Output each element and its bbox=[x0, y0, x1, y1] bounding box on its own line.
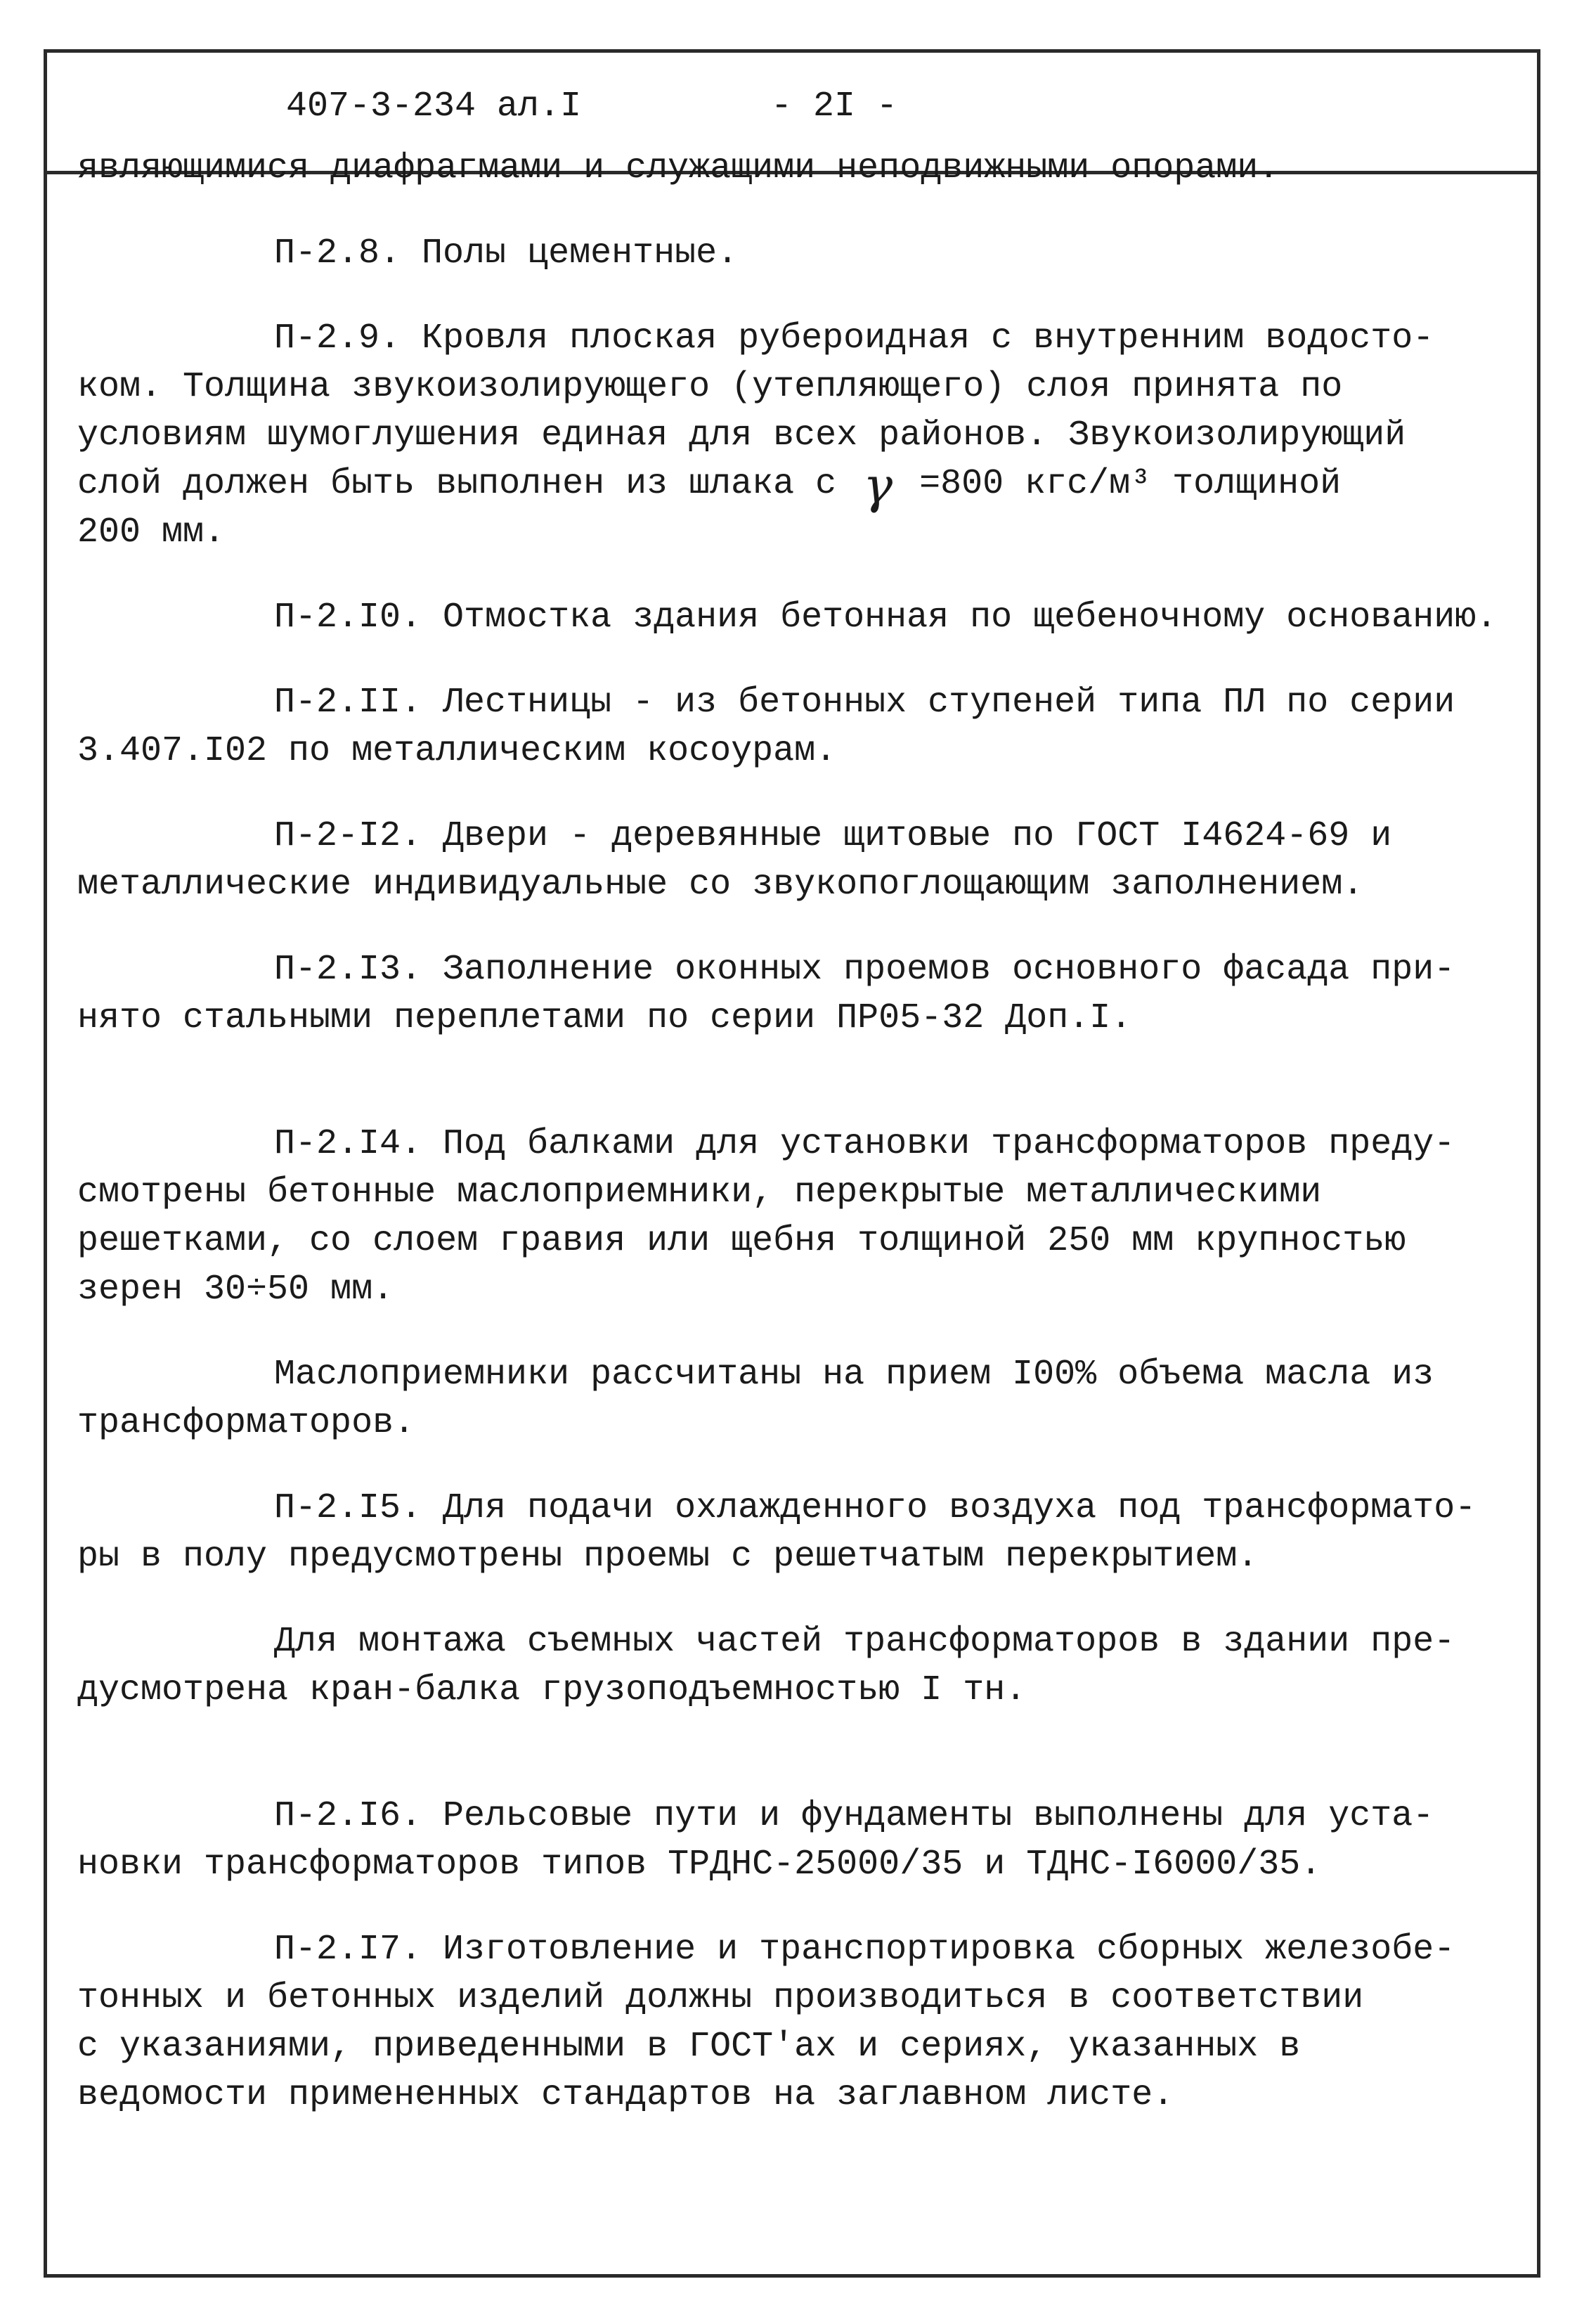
text-line: ры в полу предусмотрены проемы с решетчатым перекрытием. bbox=[77, 1537, 1259, 1577]
paragraph-continuation bbox=[77, 144, 1483, 193]
text-line: П-2.I3. Заполнение оконных проемов основного фасада при- bbox=[274, 950, 1455, 990]
paragraph-oil-receivers bbox=[77, 1350, 1483, 1447]
paragraph-2-16 bbox=[77, 1792, 1483, 1889]
text-line: П-2.I4. Под балками для установки трансформаторов преду- bbox=[274, 1124, 1455, 1164]
paragraph-2-15 bbox=[77, 1484, 1483, 1581]
text-line: П-2-I2. Двери - деревянные щитовые по ГОСТ I4624-69 и bbox=[274, 816, 1392, 856]
paragraph-2-12 bbox=[77, 812, 1483, 909]
paragraph-2-13 bbox=[77, 945, 1483, 1042]
text-fragment: слой должен быть выполнен из шлака с bbox=[77, 464, 837, 504]
text-line: зерен 30÷50 мм. bbox=[77, 1270, 394, 1310]
text-line: П-2.I7. Изготовление и транспортировка сборных железобе- bbox=[274, 1930, 1455, 1970]
text-line: П-2.I6. Рельсовые пути и фундаменты выполнены для уста- bbox=[274, 1796, 1434, 1836]
text-line: П-2.8. Полы цементные. bbox=[274, 233, 739, 273]
text-line: 200 мм. bbox=[77, 512, 226, 553]
paragraph-2-17 bbox=[77, 1925, 1483, 2119]
paragraph-crane-beam bbox=[77, 1618, 1483, 1715]
gamma-symbol: γ bbox=[863, 457, 893, 515]
text-line: трансформаторов. bbox=[77, 1403, 415, 1443]
paragraph-2-14 bbox=[77, 1120, 1483, 1314]
paragraph-2-8 bbox=[77, 229, 1483, 278]
text-line: Маслоприемники рассчитаны на прием I00% объема масла из bbox=[274, 1355, 1434, 1395]
text-line: Для монтажа съемных частей трансформаторов в здании пре- bbox=[274, 1622, 1455, 1662]
text-line: 3.407.I02 по металлическим косоурам. bbox=[77, 731, 837, 771]
text-line: смотрены бетонные маслоприемники, перекрытые металлическими bbox=[77, 1173, 1322, 1213]
document-body bbox=[77, 144, 1498, 2156]
paragraph-2-10 bbox=[77, 593, 1498, 642]
text-line: ком. Толщина звукоизолирующего (утепляющего) слоя принята по bbox=[77, 367, 1343, 407]
text-line: тонных и бетонных изделий должны производиться в соответствии bbox=[77, 1978, 1364, 2018]
text-line: П-2.I0. Отмостка здания бетонная по щебеночному основанию. bbox=[274, 598, 1498, 638]
text-line: с указаниями, приведенными в ГОСТ'ах и сериях, указанных в bbox=[77, 2027, 1301, 2067]
text-fragment: =800 кгс/м³ толщиной bbox=[919, 464, 1342, 504]
text-line: решетками, со слоем гравия или щебня толщиной 250 мм крупностью bbox=[77, 1221, 1406, 1261]
text-line: П-2.II. Лестницы - из бетонных ступеней типа ПЛ по серии bbox=[274, 683, 1455, 723]
paragraph-2-11 bbox=[77, 678, 1483, 775]
text-line: П-2.I5. Для подачи охлажденного воздуха под трансформато- bbox=[274, 1488, 1477, 1528]
text-line: ведомости примененных стандартов на заглавном листе. bbox=[77, 2075, 1174, 2115]
text-line: металлические индивидуальные со звукопоглощающим заполнением. bbox=[77, 865, 1364, 905]
text-line: нято стальными переплетами по серии ПР05-32 Доп.I. bbox=[77, 998, 1132, 1038]
text-line bbox=[77, 457, 1483, 515]
text-line: условиям шумоглушения единая для всех районов. Звукоизолирующий bbox=[77, 415, 1406, 456]
page-number: - 2I - bbox=[771, 86, 898, 127]
text-line: являющимися диафрагмами и служащими неподвижными опорами. bbox=[77, 148, 1280, 188]
paragraph-2-9 bbox=[77, 314, 1483, 557]
text-line: дусмотрена кран-балка грузоподъемностью I тн. bbox=[77, 1670, 1027, 1710]
text-line: новки трансформаторов типов ТРДНС-25000/35 и ТДНС-I6000/35. bbox=[77, 1845, 1322, 1885]
document-code: 407-3-234 ал.I bbox=[286, 86, 582, 127]
text-line: П-2.9. Кровля плоская рубероидная с внутренним водосто- bbox=[274, 318, 1434, 359]
